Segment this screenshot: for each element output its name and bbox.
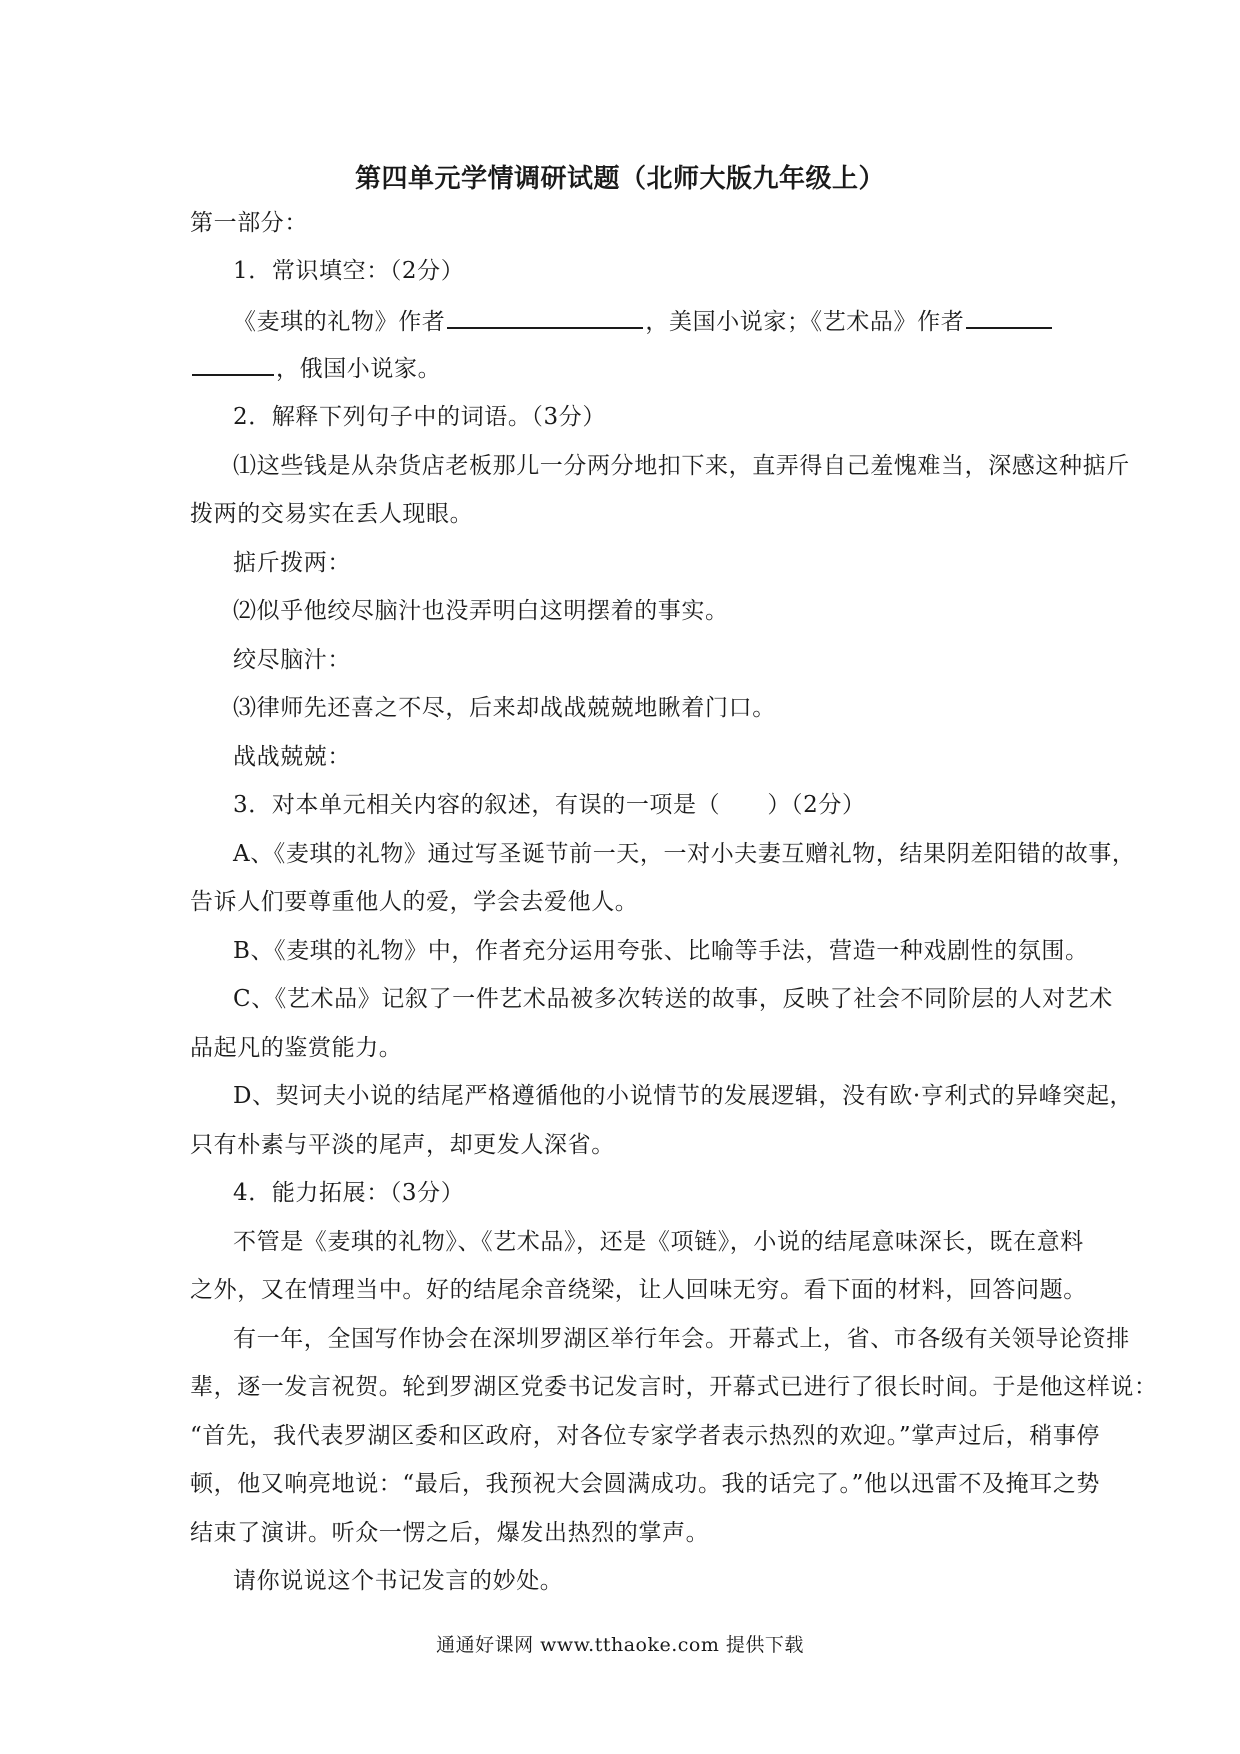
q1-heading: 1．常识填空：（2分） bbox=[233, 258, 465, 284]
q4-para2-d: 顿，他又响亮地说：“最后，我预祝大会圆满成功。我的话完了。”他以迅雷不及掩耳之势 bbox=[190, 1471, 1101, 1497]
q4-para2-c: “首先，我代表罗湖区委和区政府，对各位专家学者表示热烈的欢迎。”掌声过后，稍事停 bbox=[190, 1423, 1101, 1449]
q1-line2 bbox=[190, 352, 441, 384]
q2-sentence-1a: ⑴这些钱是从杂货店老板那儿一分两分地扣下来，直弄得自己羞愧难当，深感这种掂斤 bbox=[233, 453, 1130, 479]
q3-option-a-2: 告诉人们要尊重他人的爱，学会去爱他人。 bbox=[190, 889, 639, 915]
q4-question: 请你说说这个书记发言的妙处。 bbox=[233, 1568, 564, 1594]
q4-para1-a: 不管是《麦琪的礼物》、《艺术品》，还是《项链》，小说的结尾意味深长，既在意料 bbox=[233, 1229, 1084, 1255]
page-footer: 通通好课网 www.tthaoke.com 提供下载 bbox=[436, 1634, 804, 1656]
q2-sentence-1b: 拨两的交易实在丢人现眼。 bbox=[190, 501, 474, 527]
q2-heading: 2．解释下列句子中的词语。（3分） bbox=[233, 404, 606, 430]
q1-text-a: 《麦琪的礼物》作者 bbox=[233, 309, 446, 335]
q1-text-b: ，美国小说家；《艺术品》作者 bbox=[645, 309, 965, 335]
q1-blank-2a[interactable] bbox=[966, 305, 1052, 329]
q3-option-c-1: C、《艺术品》记叙了一件艺术品被多次转送的故事，反映了社会不同阶层的人对艺术 bbox=[233, 986, 1113, 1012]
q4-para2-a: 有一年，全国写作协会在深圳罗湖区举行年会。开幕式上，省、市各级有关领导论资排 bbox=[233, 1326, 1130, 1352]
q2-sentence-2: ⑵似乎他绞尽脑汁也没弄明白这明摆着的事实。 bbox=[233, 598, 729, 624]
part-heading: 第一部分： bbox=[190, 210, 308, 236]
document-title: 第四单元学情调研试题（北师大版九年级上） bbox=[354, 164, 885, 194]
q1-text-c: ，俄国小说家。 bbox=[276, 356, 442, 382]
q1-line1 bbox=[233, 305, 1054, 337]
q3-option-c-2: 品起凡的鉴赏能力。 bbox=[190, 1035, 403, 1061]
q3-option-d-1: D、契诃夫小说的结尾严格遵循他的小说情节的发展逻辑，没有欧·亨利式的异峰突起， bbox=[233, 1083, 1134, 1109]
q4-heading: 4．能力拓展：（3分） bbox=[233, 1180, 465, 1206]
q4-para1-b: 之外，又在情理当中。好的结尾余音绕梁，让人回味无穷。看下面的材料，回答问题。 bbox=[190, 1277, 1087, 1303]
q2-word-3: 战战兢兢： bbox=[233, 744, 351, 770]
q3-option-d-2: 只有朴素与平淡的尾声，却更发人深省。 bbox=[190, 1132, 615, 1158]
q3-heading: 3．对本单元相关内容的叙述，有误的一项是（ ）（2分） bbox=[233, 792, 866, 818]
q1-blank-2b[interactable] bbox=[192, 352, 274, 376]
q4-para2-e: 结束了演讲。听众一愣之后，爆发出热烈的掌声。 bbox=[190, 1520, 710, 1546]
q4-para2-b: 辈，逐一发言祝贺。轮到罗湖区党委书记发言时，开幕式已进行了很长时间。于是他这样说： bbox=[190, 1374, 1158, 1400]
q2-word-2: 绞尽脑汁： bbox=[233, 647, 351, 673]
q2-word-1: 掂斤拨两： bbox=[233, 550, 351, 576]
q3-option-a-1: A、《麦琪的礼物》通过写圣诞节前一天，一对小夫妻互赠礼物，结果阴差阳错的故事， bbox=[233, 841, 1136, 867]
q1-blank-1[interactable] bbox=[447, 305, 643, 329]
q2-sentence-3: ⑶律师先还喜之不尽，后来却战战兢兢地瞅着门口。 bbox=[233, 695, 776, 721]
q3-option-b: B、《麦琪的礼物》中，作者充分运用夸张、比喻等手法，营造一种戏剧性的氛围。 bbox=[233, 938, 1089, 964]
